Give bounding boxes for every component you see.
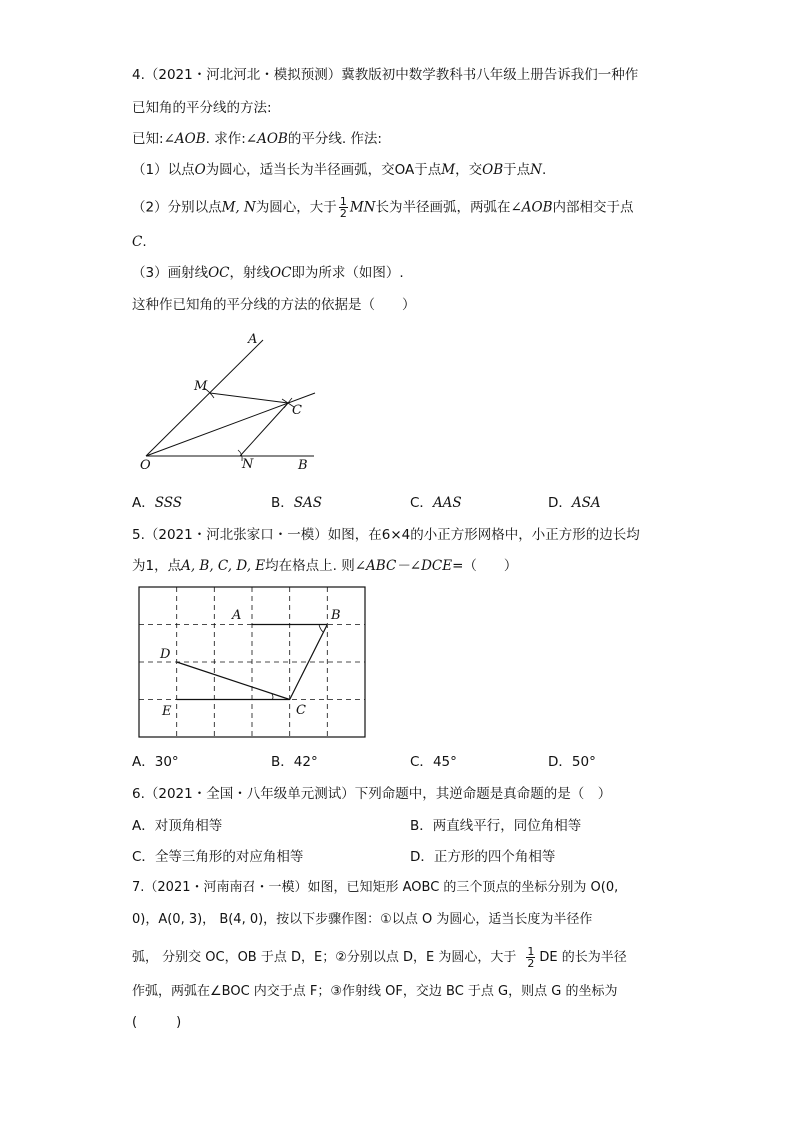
q5-option-d[interactable]: [548, 753, 596, 771]
option-letter: B．: [271, 754, 294, 770]
option-letter: B．: [410, 818, 433, 834]
label-m: M: [194, 379, 208, 394]
option-text: 30°: [154, 754, 179, 770]
q4-step2-b: 为圆心，大于: [255, 199, 337, 216]
q4-step1-n: N: [530, 162, 542, 178]
q4-fraction: [339, 196, 348, 219]
q4-given-suffix: 的平分线. 作法:: [287, 131, 382, 147]
option-text: 对顶角相等: [154, 818, 223, 834]
q4-step3-c: 即为所求（如图）.: [291, 265, 404, 281]
q4-step1-b: 为圆心，适当长为半径画弧，交OA于点: [205, 162, 442, 178]
q4-step2-c: 长为半径画弧，两弧在: [375, 199, 511, 216]
label-a: A: [248, 332, 258, 347]
option-letter: D．: [548, 754, 572, 770]
label-c: C: [296, 703, 306, 718]
q4-given-prefix: 已知:: [132, 131, 164, 147]
label-b: B: [298, 458, 308, 473]
label-d: D: [160, 647, 171, 662]
segment-nc: [240, 403, 288, 456]
q4-step3: [132, 264, 404, 282]
q4-given-angle2: ∠AOB: [245, 131, 288, 147]
q4-given: [132, 130, 382, 148]
option-letter: C．: [410, 495, 433, 511]
q4-frac-num: 1: [339, 195, 347, 208]
q4-step1-o: O: [194, 162, 206, 178]
option-text: 50°: [571, 754, 596, 770]
q4-frac-den: 2: [339, 207, 347, 220]
option-text: SAS: [293, 495, 323, 511]
option-letter: D．: [548, 495, 572, 511]
option-letter: A．: [132, 495, 155, 511]
q4-step3-oc2: OC: [270, 265, 292, 281]
q4-step1-d: 于点: [503, 162, 531, 178]
q4-step2-c-point: C: [132, 234, 143, 250]
option-letter: B．: [271, 495, 294, 511]
q6-option-a[interactable]: [132, 817, 222, 835]
q4-step2-angle: ∠AOB: [510, 199, 553, 216]
q5-option-a[interactable]: [132, 753, 179, 771]
q4-step1-ob: OB: [482, 162, 504, 178]
option-letter: A．: [132, 754, 155, 770]
q4-step1-a: （1）以点: [132, 162, 195, 178]
q4-step2-d: 内部相交于点: [552, 199, 634, 216]
q4-given-angle: ∠AOB: [163, 131, 206, 147]
q5-points: A, B, C, D, E: [181, 558, 266, 574]
label-b: B: [331, 608, 341, 623]
q4-step2-e: .: [142, 234, 147, 250]
q4-given-mid: . 求作:: [205, 131, 246, 147]
label-o: O: [140, 458, 151, 473]
q5-line2: [132, 557, 517, 575]
option-text: 正方形的四个角相等: [433, 849, 556, 865]
angle-mark-b: [319, 625, 323, 633]
q4-line2: 已知角的平分线的方法:: [132, 100, 272, 116]
q5-line2-a: 为1，点: [132, 558, 182, 574]
q6-line1: 6.（2021・全国・八年级单元测试）下列命题中，其逆命题是真命题的是（ ）: [132, 786, 612, 802]
option-letter: C．: [410, 754, 433, 770]
q7-line1: 7.（2021・河南南召・一模）如图，已知矩形 AOBC 的三个顶点的坐标分别为 O(0,: [132, 880, 619, 895]
q4-option-c[interactable]: [410, 494, 462, 512]
q4-step1-e: .: [541, 162, 547, 178]
option-text: 全等三角形的对应角相等: [154, 849, 304, 865]
q5-expr: ∠ABC－∠DCE: [354, 558, 453, 574]
q7-line2: 0)，A(0, 3)， B(4, 0)，按以下步骤作图：①以点 O 为圆心，适当长度为半径作: [132, 912, 593, 927]
option-text: SSS: [154, 495, 183, 511]
q4-step1: [132, 161, 546, 179]
option-text: AAS: [432, 495, 462, 511]
q4-option-a[interactable]: [132, 494, 182, 512]
q4-step3-a: （3）画射线: [132, 265, 209, 281]
q7-line3: [132, 946, 627, 969]
label-n: N: [242, 457, 254, 472]
angle-mark-c: [272, 694, 273, 700]
q4-question: 这种作已知角的平分线的方法的依据是（ ）: [132, 297, 416, 313]
q6-option-b[interactable]: [410, 817, 581, 835]
option-text: 45°: [432, 754, 457, 770]
q6-option-c[interactable]: [132, 848, 303, 866]
q4-angle-bisector-figure: [130, 328, 330, 478]
q4-step3-b: ，射线: [229, 265, 270, 281]
q7-frac-num: 1: [527, 945, 535, 958]
q4-step1-c: ，交: [455, 162, 483, 178]
q4-step3-oc1: OC: [208, 265, 230, 281]
q4-step2-cont: [132, 233, 147, 251]
option-text: ASA: [571, 495, 601, 511]
q7-line3-b: DE 的长为半径: [539, 950, 627, 965]
q5-line1: 5.（2021・河北张家口・一模）如图，在6×4的小正方形网格中，小正方形的边长均: [132, 527, 640, 543]
ray-oc: [146, 393, 315, 456]
q5-option-b[interactable]: [271, 753, 318, 771]
option-letter: C．: [132, 849, 155, 865]
q7-line4: 作弧，两弧在∠BOC 内交于点 F；③作射线 OF，交边 BC 于点 G，则点 G 的坐标为: [132, 984, 618, 999]
q5-grid-figure: [138, 586, 368, 740]
q6-option-d[interactable]: [410, 848, 555, 866]
q5-line2-c: =（ ）: [452, 558, 518, 574]
q7-line5: ( ): [132, 1015, 182, 1030]
q4-step2: [132, 196, 634, 219]
q4-step1-m: M: [441, 162, 456, 178]
q5-line2-b: 均在格点上. 则: [265, 558, 355, 574]
option-letter: D．: [410, 849, 434, 865]
q7-fraction: [526, 946, 535, 969]
segment-dc: [177, 662, 290, 700]
q4-option-b[interactable]: [271, 494, 322, 512]
q4-step2-mn: M, N: [221, 199, 256, 216]
q4-line1: 4.（2021・河北河北・模拟预测）冀教版初中数学教科书八年级上册告诉我们一种作: [132, 67, 639, 83]
segment-mc: [210, 393, 288, 403]
option-text: 两直线平行，同位角相等: [432, 818, 582, 834]
label-a: A: [232, 608, 242, 623]
q7-line3-a: 弧， 分别交 OC，OB 于点 D，E；②分别以点 D，E 为圆心，大于: [132, 950, 517, 965]
q4-step2-a: （2）分别以点: [132, 199, 222, 216]
q4-option-d[interactable]: [548, 494, 601, 512]
option-letter: A．: [132, 818, 155, 834]
q4-step2-mnseg: MN: [349, 199, 376, 216]
label-c: C: [292, 403, 302, 418]
option-text: 42°: [293, 754, 318, 770]
label-e: E: [162, 704, 172, 719]
q7-frac-den: 2: [527, 957, 535, 970]
q5-option-c[interactable]: [410, 753, 457, 771]
